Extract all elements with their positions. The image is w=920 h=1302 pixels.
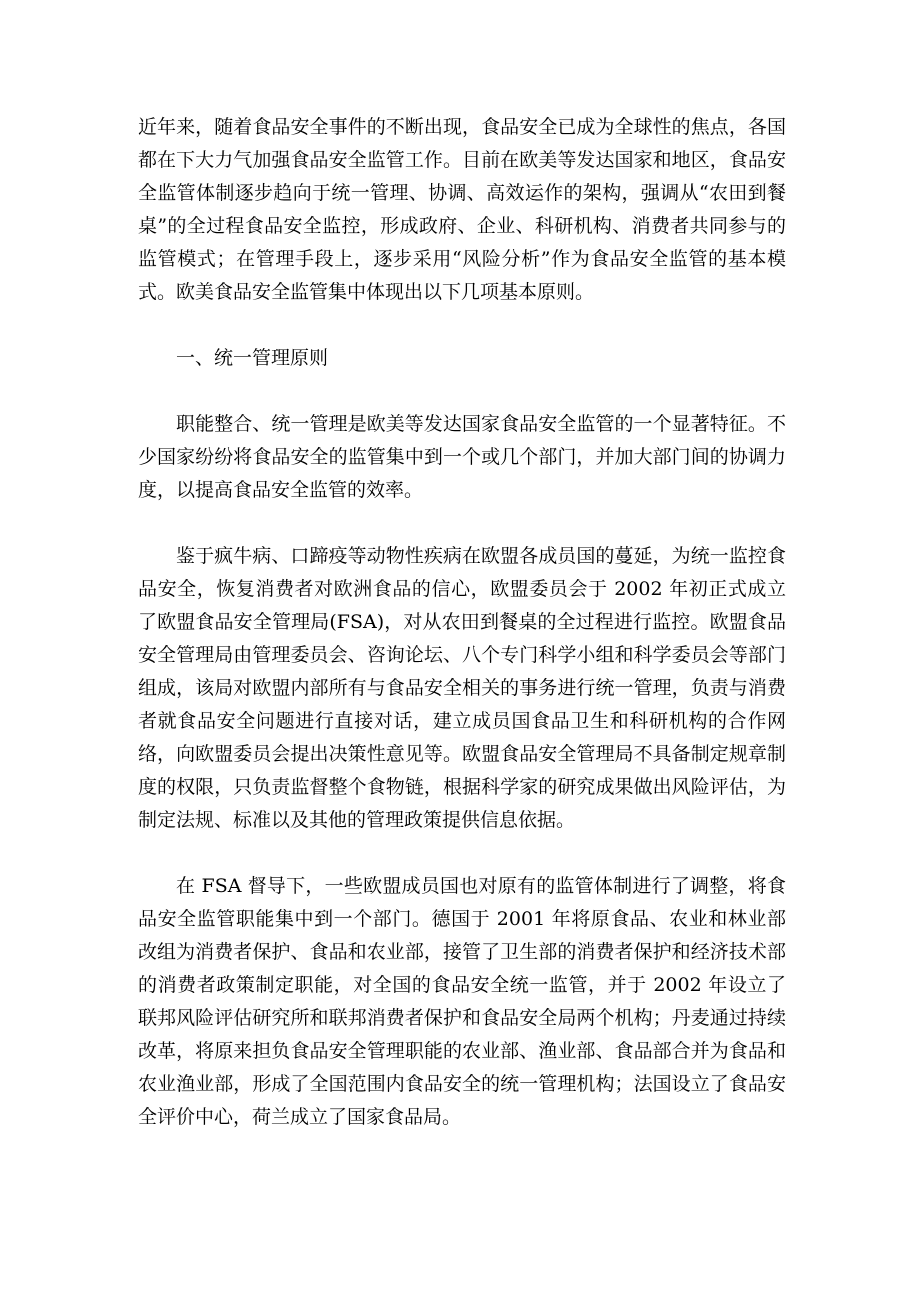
paragraph-member-states: 在 FSA 督导下，一些欧盟成员国也对原有的监管体制进行了调整，将食品安全监管职能集中到一个部门。德国于 2001 年将原食品、农业和林业部改组为消费者保护、食品和农业部，接管了卫生部的消费者保护和经济技术部的消费者政策制定职能，对全国的食品安全统一监管，并于 2002 年设立了联邦风险评估研究所和联邦消费者保护和食品安全局两个机构；丹麦通过持续改革，将原来担负食品安全管理职能的农业部、渔业部、食品部合并为食品和农业渔业部，形成了全国范围内食品安全的统一管理机构；法国设立了食品安全评价中心，荷兰成立了国家食品局。 xyxy=(138,875,786,1128)
paragraph-eu-fsa: 鉴于疯牛病、口蹄疫等动物性疾病在欧盟各成员国的蔓延，为统一监控食品安全，恢复消费者对欧洲食品的信心，欧盟委员会于 2002 年初正式成立了欧盟食品安全管理局(FSA)，对从农田到餐桌的全过程进行监控。欧盟食品安全管理局由管理委员会、咨询论坛、八个专门科学小组和科学委员会等部门组成，该局对欧盟内部所有与食品安全相关的事务进行统一管理，负责与消费者就食品安全问题进行直接对话，建立成员国食品卫生和科研机构的合作网络，向欧盟委员会提出决策性意见等。欧盟食品安全管理局不具备制定规章制度的权限，只负责监督整个食物链，根据科学家的研究成果做出风险评估，为制定法规、标准以及其他的管理政策提供信息依据。 xyxy=(138,545,786,831)
paragraph-unified-management: 职能整合、统一管理是欧美等发达国家食品安全监管的一个显著特征。不少国家纷纷将食品安全的监管集中到一个或几个部门，并加大部门间的协调力度，以提高食品安全监管的效率。 xyxy=(138,413,786,501)
document-body xyxy=(138,111,786,1134)
paragraph-spacer xyxy=(138,375,786,408)
paragraph-spacer xyxy=(138,837,786,870)
intro-paragraph: 近年来，随着食品安全事件的不断出现，食品安全已成为全球性的焦点，各国都在下大力气加强食品安全监管工作。目前在欧美等发达国家和地区，食品安全监管体制逐步趋向于统一管理、协调、高效运作的架构，强调从“农田到餐桌”的全过程食品安全监控，形成政府、企业、科研机构、消费者共同参与的监管模式；在管理手段上，逐步采用“风险分析”作为食品安全监管的基本模式。欧美食品安全监管集中体现出以下几项基本原则。 xyxy=(138,116,786,303)
paragraph-spacer xyxy=(138,507,786,540)
paragraph-spacer xyxy=(138,309,786,342)
section-heading: 一、统一管理原则 xyxy=(176,347,329,369)
